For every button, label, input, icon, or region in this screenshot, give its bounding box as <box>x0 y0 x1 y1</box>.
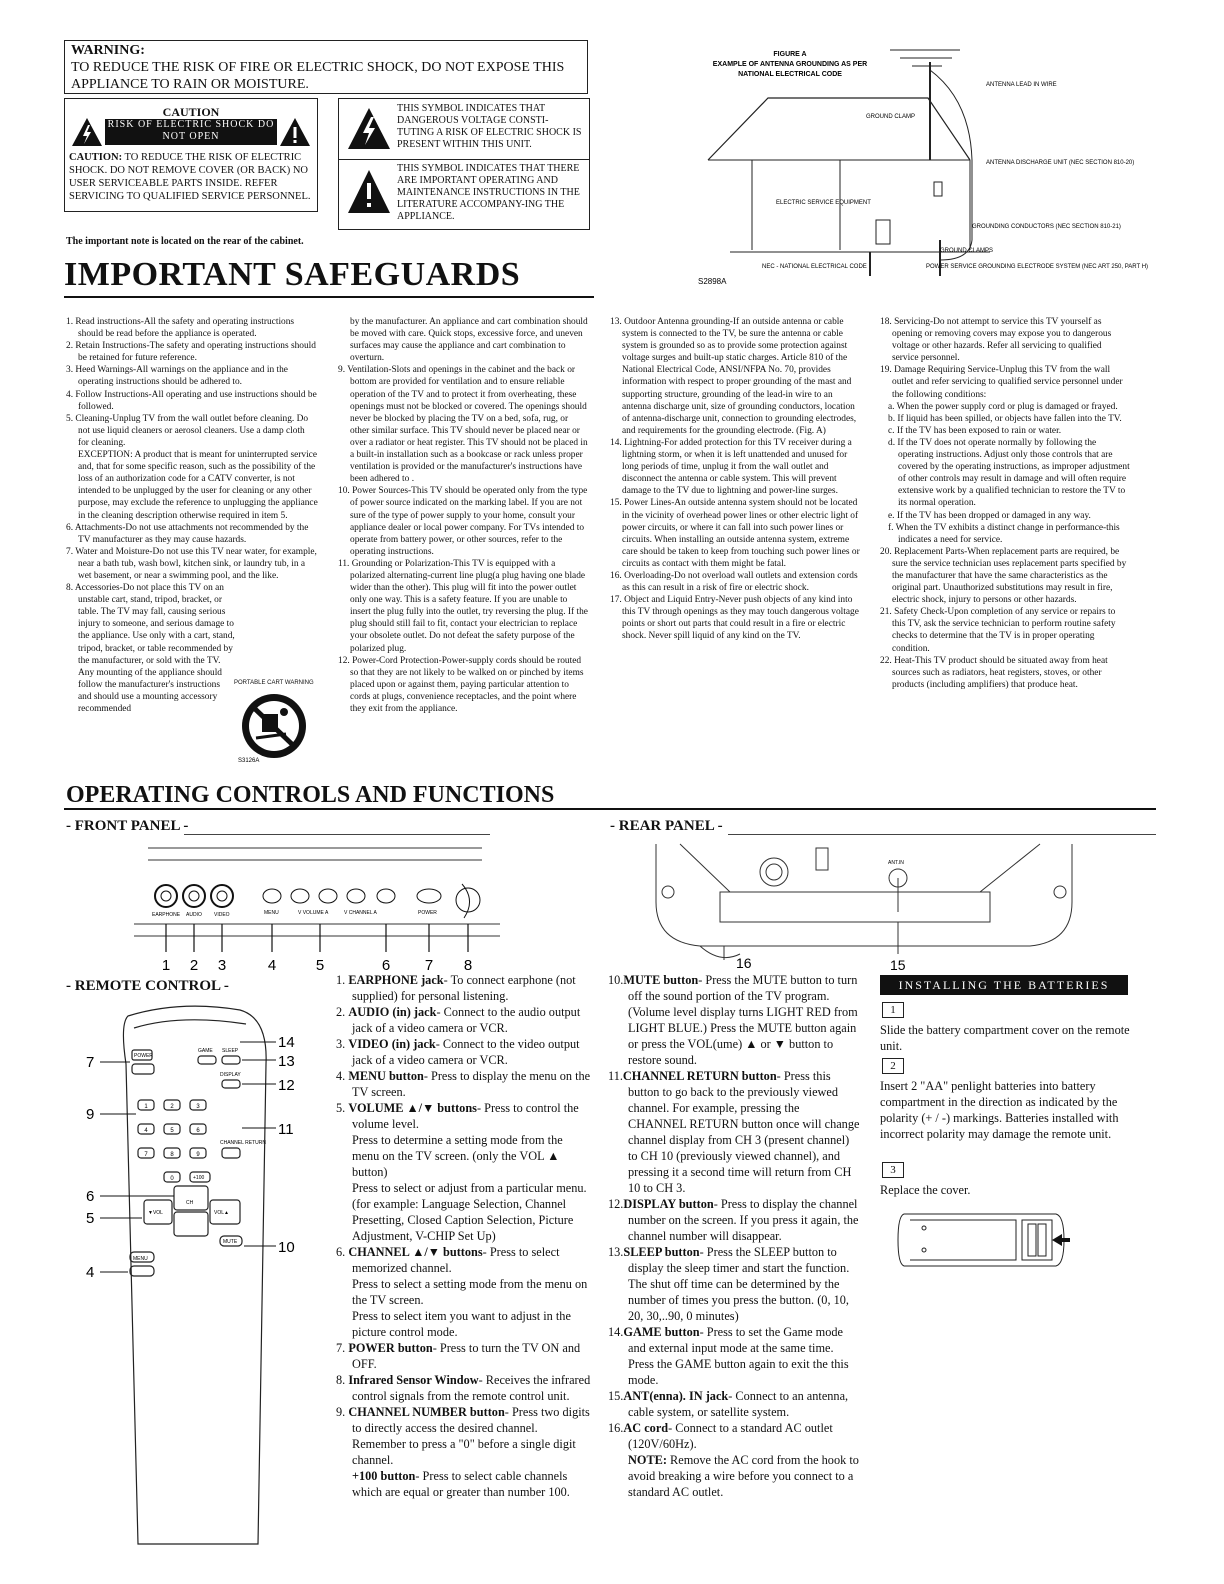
remote-callout-10: 10 <box>278 1239 295 1256</box>
remote-digit: 2 <box>170 1104 174 1110</box>
warning-body: TO REDUCE THE RISK OF FIRE OR ELECTRIC SHOCK, DO NOT EXPOSE THIS APPLIANCE TO RAIN OR MOISTURE. <box>71 60 565 92</box>
remote-key-plus100: +100 <box>193 1175 205 1181</box>
safeguard-item: 5. Cleaning-Unplug TV from the wall outlet before cleaning. Do not use liquid cleaners or aerosol cleaners. Use a damp cloth for cleaning. <box>66 413 309 448</box>
safeguard-item: 7. Water and Moisture-Do not use this TV near water, for example, near a bath tub, wash bowl, kitchen sink, or laundry tub, in a wet basement, or near a swimming pool, and the like. <box>66 546 317 581</box>
warning-title: WARNING: <box>71 43 145 58</box>
safeguard-item: 2. Retain Instructions-The safety and operating instructions should be retained for future reference. <box>66 341 316 364</box>
safeguard-item: 3. Heed Warnings-All warnings on the appliance and in the operating instructions should be adhered to. <box>66 365 288 388</box>
rear-panel-title: - REAR PANEL - <box>610 818 723 834</box>
button-label-channel: V CHANNEL A <box>344 910 377 916</box>
jack-label-video: VIDEO <box>214 912 230 918</box>
safeguard-subitem: f. When the TV exhibits a distinct change in performance-this indicates a need for service. <box>888 522 1120 545</box>
safeguard-item: 6. Attachments-Do not use attachments not recommended by the TV manufacturer as they may cause hazards. <box>66 522 309 545</box>
remote-key-sleep: SLEEP <box>222 1048 239 1054</box>
caution-label: CAUTION: <box>69 152 123 163</box>
figure-title: FIGURE A <box>773 51 807 58</box>
remote-key-game: GAME <box>198 1048 213 1054</box>
function-item: 2. AUDIO (in) jack- Connect to the audio output jack of a video camera or VCR. <box>336 1005 581 1035</box>
function-detail: Press to select or adjust from a particular menu. (for example: Language Selection, Channel Presetting, Closed Caption Selection, Picture Adjustment, V-CHIP Set Up) <box>352 1181 587 1243</box>
safeguard-item: Any mounting of the appliance should follow the manufacturer's instructions and should use a mounting accessory recommended <box>78 667 222 714</box>
safeguard-item: 12. Power-Cord Protection-Power-supply cords should be routed so that they are not likely to be walked on or pinched by items placed upon or against them, paying particular attention to cords at plugs, convenience receptacles, and the point where they exit from the appliance. <box>338 655 584 714</box>
caution-text <box>69 151 313 203</box>
safeguard-item: 16. Overloading-Do not overload wall outlets and extension cords as this can result in a risk of fire or electric shock. <box>610 570 858 594</box>
remote-key-menu: MENU <box>133 1256 148 1262</box>
front-callout-3: 3 <box>217 957 227 974</box>
lightning-warning-icon <box>71 117 103 147</box>
exclamation-warning-icon <box>279 117 311 147</box>
battery-cover-diagram <box>896 1208 1076 1272</box>
lightning-symbol-icon <box>347 107 391 151</box>
front-panel-title: - FRONT PANEL - <box>66 818 189 834</box>
remote-callout-11: 11 <box>278 1121 294 1138</box>
label-power: POWER SERVICE GROUNDING ELECTRODE SYSTEM (NEC ART 250, PART H) <box>926 264 1149 270</box>
battery-step-text: Replace the cover. <box>880 1183 971 1197</box>
battery-step-number: 2 <box>882 1058 904 1074</box>
safeguards-col-2 <box>338 316 588 715</box>
rear-note: The important note is located on the rear of the cabinet. <box>66 236 304 247</box>
jack-label-earphone: EARPHONE <box>152 912 181 918</box>
remote-key-mute: MUTE <box>223 1239 238 1245</box>
function-detail: Press to determine a setting mode from the menu on the TV screen. (only the VOL ▲ button) <box>352 1133 563 1179</box>
remote-digit: 4 <box>144 1128 148 1134</box>
cart-warning-icon <box>234 690 314 764</box>
remote-callout-5: 5 <box>86 1210 95 1227</box>
safeguard-subitem: d. If the TV does not operate normally by following the operating instructions. Adjust only those controls that are covered by the operating instructions, as improper adjustment of other controls may result in damage and will often require extensive work by a qualified technician to restore the TV to its normal operation. <box>888 437 1130 509</box>
remote-callout-12: 12 <box>278 1077 295 1094</box>
remote-digit: 3 <box>196 1104 200 1110</box>
jack-label-audio: AUDIO <box>186 912 202 918</box>
safeguards-col-3 <box>610 316 860 643</box>
battery-step-text: Slide the battery compartment cover on the remote unit. <box>880 1023 1130 1053</box>
figure-subtitle: EXAMPLE OF ANTENNA GROUNDING AS PER <box>712 61 868 68</box>
function-detail: +100 button- Press to select cable channels which are equal or greater than number 100. <box>352 1469 570 1499</box>
battery-step-text: Insert 2 "AA" penlight batteries into battery compartment in the direction as indicated by the polarity (+ / -) markings. Batteries installed with incorrect polarity may damage the remote unit. <box>880 1079 1119 1141</box>
label-nec: NEC - NATIONAL ELECTRICAL CODE <box>762 264 867 270</box>
remote-digit: 8 <box>170 1152 174 1158</box>
functions-middle <box>336 972 592 1500</box>
operating-title: OPERATING CONTROLS AND FUNCTIONS <box>66 782 555 808</box>
cart-code: S3126A <box>238 758 260 764</box>
remote-digit: 9 <box>196 1152 200 1158</box>
safeguard-item: 4. Follow Instructions-All operating and use instructions should be followed. <box>66 389 317 412</box>
safeguard-item: by the manufacturer. An appliance and cart combination should be moved with care. Quick stops, excessive force, and uneven surfaces may cause the appliance and cart combination to overturn. <box>350 317 588 364</box>
safeguard-item: 21. Safety Check-Upon completion of any service or repairs to this TV, ask the service technician to perform routine safety checks to determine that the TV is in proper operating condition. <box>880 607 1116 654</box>
safeguard-item: 20. Replacement Parts-When replacement parts are required, be sure the service technician uses replacement parts specified by the manufacturer that have the same characteristics as the original part. Unauthorized substitutions may result in fire, electric shock, injury to persons or other hazards. <box>880 546 1127 606</box>
operating-rule <box>64 808 1156 810</box>
remote-callout-6: 6 <box>86 1188 95 1205</box>
safeguard-subitem: c. If the TV has been exposed to rain or water. <box>888 425 1062 436</box>
safeguard-item: 18. Servicing-Do not attempt to service this TV yourself as opening or removing covers may expose you to dangerous voltage or other hazards. Refer all servicing to qualified service personnel. <box>880 317 1112 364</box>
symbol-box <box>338 98 590 230</box>
safeguard-item: 22. Heat-This TV product should be situated away from heat sources such as radiators, heat registers, stoves, or other products (including amplifiers) that produce heat. <box>880 655 1108 690</box>
safeguard-item: 1. Read instructions-All the safety and operating instructions should be read before the appliance is operated. <box>66 317 295 340</box>
figure-subtitle-2: NATIONAL ELECTRICAL CODE <box>738 71 842 78</box>
front-callout-8: 8 <box>463 957 473 974</box>
remote-key-ch: CH <box>186 1200 194 1206</box>
front-callout-5: 5 <box>315 957 325 974</box>
front-callout-4: 4 <box>267 957 277 974</box>
button-label-menu: MENU <box>264 910 279 916</box>
function-item: 11.CHANNEL RETURN button- Press this button to go back to the previously viewed channel. For example, pressing the CHANNEL RETURN button once will change channel display from CH 3 (present channel) to CH 10 (previously viewed channel), and pressing it a second time will return from CH 10 to CH 3. <box>608 1069 860 1195</box>
safeguard-item: 17. Object and Liquid Entry-Never push objects of any kind into this TV through openings as they may touch dangerous voltage points or short out parts that could result in a fire or electric shock. Never spill liquid of any kind on the TV. <box>610 595 859 642</box>
remote-control-diagram <box>80 1004 310 1564</box>
antenna-grounding-figure <box>690 40 1149 290</box>
label-clamps: GROUND CLAMPS <box>940 248 994 254</box>
exclamation-symbol-icon <box>347 169 391 215</box>
safeguard-subitem: e. If the TV has been dropped or damaged in any way. <box>888 510 1091 521</box>
caution-desc: TO REDUCE THE RISK OF ELECTRIC SHOCK. DO NOT REMOVE COVER (OR BACK) NO USER SERVICEABLE PARTS INSIDE. REFER SERVICING TO QUALIFIED SERVICE PERSONNEL. <box>69 152 311 202</box>
button-label-power: POWER <box>418 910 437 916</box>
remote-digit: 7 <box>144 1152 148 1158</box>
remote-digit: 6 <box>196 1128 200 1134</box>
functions-right <box>608 972 860 1500</box>
remote-key-channel-return: CHANNEL RETURN <box>220 1140 266 1146</box>
remote-key-display: DISPLAY <box>220 1072 241 1078</box>
safeguard-item: 8. Accessories-Do not place this TV on an unstable cart, stand, tripod, bracket, or table. The TV may fall, causing serious injury to someone, and serious damage to the appliance. Use only with a cart, stand, tripod, bracket, or table recommended by the manufacturer, or sold with the TV. <box>66 583 235 666</box>
battery-step-number: 3 <box>882 1162 904 1178</box>
label-discharge: ANTENNA DISCHARGE UNIT (NEC SECTION 810-20) <box>986 160 1135 166</box>
function-item: 5. VOLUME ▲/▼ buttons- Press to control the volume level. <box>336 1101 579 1131</box>
warning-box <box>64 40 588 94</box>
function-item: 1. EARPHONE jack- To connect earphone (not supplied) for personal listening. <box>336 973 576 1003</box>
safeguard-item: 19. Damage Requiring Service-Unplug this TV from the wall outlet and refer servicing to qualified service personnel under the following conditions: <box>880 365 1123 400</box>
function-item: 7. POWER button- Press to turn the TV ON and OFF. <box>336 1341 581 1371</box>
front-callout-6: 6 <box>381 957 391 974</box>
function-detail: Press to select item you want to adjust in the picture control mode. <box>352 1309 571 1339</box>
function-item: 4. MENU button- Press to display the menu on the TV screen. <box>336 1069 591 1099</box>
function-item: 6. CHANNEL ▲/▼ buttons- Press to select memorized channel. <box>336 1245 560 1275</box>
function-item: 16.AC cord- Connect to a standard AC outlet (120V/60Hz). <box>608 1421 833 1451</box>
rear-callout-15: 15 <box>890 957 906 973</box>
function-item: 9. CHANNEL NUMBER button- Press two digits to directly access the desired channel. Remember to press a "0" before a single digit channel. <box>336 1405 590 1467</box>
label-ground-clamp: GROUND CLAMP <box>866 114 916 120</box>
safeguard-item: 10. Power Sources-This TV should be operated only from the type of power source indicated on the marking label. If you are not sure of the type of power supply to your home, consult your appliance dealer or local power company. For TVs intended to operate from battery power, or other sources, refer to the operating instructions. <box>338 486 588 557</box>
function-item: 15.ANT(enna). IN jack- Connect to an antenna, cable system, or satellite system. <box>608 1389 849 1419</box>
front-callout-2: 2 <box>189 957 199 974</box>
battery-step-number: 1 <box>882 1002 904 1018</box>
safeguard-item: 11. Grounding or Polarization-This TV is equipped with a polarized alternating-current line plug(a plug having one blade wider than the other). This plug will fit into the power outlet only one way. This is a safety feature. If you are unable to insert the plug fully into the outlet, try reversing the plug. If the plug should still fail to fit, contact your electrician to replace your obsolete outlet. Do not defeat the safety purpose of the polarized plug. <box>338 558 588 654</box>
label-antenna: ANTENNA LEAD IN WIRE <box>986 82 1057 88</box>
remote-callout-9: 9 <box>86 1106 95 1123</box>
function-item: 10.MUTE button- Press the MUTE button to turn off the sound portion of the TV program. (Volume level display turns LIGHT RED from LIGHT BLUE.) Press the MUTE button again or press the VOL(ume) ▲ or ▼ button to restore sound. <box>608 973 858 1067</box>
front-callout-7: 7 <box>424 957 434 974</box>
caution-head: CAUTION <box>162 105 220 119</box>
safeguard-exception: EXCEPTION: A product that is meant for uninterrupted service and, that for some specific reason, such as the possibility of the loss of an authorization code for a CATV converter, is not intended to be unplugged by the user for cleaning or any other purpose, may exclude the reference to unplugging the appliance in the cleaning description otherwise required in item 5. <box>78 450 318 521</box>
rear-panel-diagram <box>640 842 1090 972</box>
safeguards-rule <box>64 296 594 298</box>
batteries-title: INSTALLING THE BATTERIES <box>880 975 1128 995</box>
remote-control-title: - REMOTE CONTROL - <box>66 978 229 994</box>
label-service: ELECTRIC SERVICE EQUIPMENT <box>776 200 871 206</box>
front-callout-1: 1 <box>161 957 171 974</box>
safeguard-item: 9. Ventilation-Slots and openings in the cabinet and the back or bottom are provided for ventilation and to ensure reliable operation of the TV and to protect it from overheating, these openings must not be blocked or covered. The openings should never be blocked by placing the TV on a bed, sofa, rug, or other similar surface. This TV should never be placed near or over a radiator or heat register. This TV should not be placed in a built-in installation such as a bookcase or rack unless proper ventilation is provided or the manufacturer's instructions have been adhered to . <box>338 365 588 485</box>
remote-digit: 1 <box>144 1104 148 1110</box>
safeguards-title: IMPORTANT SAFEGUARDS <box>64 256 521 293</box>
safeguard-item: 14. Lightning-For added protection for this TV receiver during a lightning storm, or when it is left unattended and unused for long periods of time, unplug it from the wall outlet and disconnect the antenna or cable system. This will prevent damage to the TV due to lightning and power-line surges. <box>610 437 852 497</box>
safeguard-subitem: a. When the power supply cord or plug is damaged or frayed. <box>888 401 1118 412</box>
button-label-volume: V VOLUME A <box>298 910 329 916</box>
caution-box <box>64 98 318 212</box>
remote-key-power: POWER <box>134 1053 153 1059</box>
function-item: 13.SLEEP button- Press the SLEEP button to display the sleep timer and start the function. The shut off time can be determined by the number of times you press the button. (0, 10, 20, 30,..90, 0 minutes) <box>608 1245 850 1323</box>
safeguards-col-4 <box>880 316 1130 691</box>
safeguard-item: 13. Outdoor Antenna grounding-If an outside antenna or cable system is connected to the TV, be sure the antenna or cable system is grounded so as to provide some protection against voltage surges and built-up static charges. Article 810 of the National Electrical Code, ANSI/NFPA No. 70, provides information with respect to proper grounding of the mast and supporting structure, grounding of the lead-in wire to an antenna discharge unit, size of grounding conductors, location of antenna-discharge unit, connection to grounding electrodes, and requirements for the grounding electrode. (Fig. A) <box>610 317 857 436</box>
remote-digit: 0 <box>170 1176 174 1182</box>
remote-key-vol-up: VOL▲ <box>214 1210 229 1216</box>
instructions-symbol-text: THIS SYMBOL INDICATES THAT THERE ARE IMPORTANT OPERATING AND MAINTENANCE INSTRUCTIONS IN THE LITERATURE ACCOMPANY-ING THE APPLIANCE. <box>397 163 580 222</box>
caution-bar: RISK OF ELECTRIC SHOCK DO NOT OPEN <box>105 119 277 145</box>
remote-callout-7: 7 <box>86 1054 95 1071</box>
ant-in-label: ANT.IN <box>888 860 904 866</box>
function-note: NOTE: Remove the AC cord from the hook to avoid breaking a wire before you connect to a standard AC outlet. <box>628 1453 859 1499</box>
safeguard-item: 15. Power Lines-An outside antenna system should not be located in the vicinity of overhead power lines or other electric light of power circuits, or where it can fall into such power lines or circuits. When installing an outside antenna system, extreme care should be taken to keep from touching such power lines or circuits as contact with them might be fatal. <box>610 498 860 569</box>
remote-callout-4: 4 <box>86 1264 95 1281</box>
safeguards-col-1 <box>66 316 318 715</box>
remote-key-vol-down: ▼VOL <box>148 1210 163 1216</box>
remote-callout-13: 13 <box>278 1053 295 1070</box>
front-panel-diagram <box>130 840 510 974</box>
figure-code: S2898A <box>698 277 727 286</box>
function-item: 12.DISPLAY button- Press to display the channel number on the screen. If you press it again, the channel number will disappear. <box>608 1197 859 1243</box>
cart-warning-label: PORTABLE CART WARNING <box>234 680 314 686</box>
function-item: 14.GAME button- Press to set the Game mode and external input mode at the same time. Press the GAME button again to exit the this mode. <box>608 1325 849 1387</box>
label-conductors: GROUNDING CONDUCTORS (NEC SECTION 810-21) <box>972 224 1121 230</box>
remote-callout-14: 14 <box>278 1034 295 1051</box>
rear-callout-16: 16 <box>736 955 752 971</box>
voltage-symbol-text: THIS SYMBOL INDICATES THAT DANGEROUS VOLTAGE CONSTI-TUTING A RISK OF ELECTRIC SHOCK IS PRESENT WITHIN THIS UNIT. <box>397 103 582 150</box>
function-item: 8. Infrared Sensor Window- Receives the infrared control signals from the remote control unit. <box>336 1373 591 1403</box>
safeguard-subitem: b. If liquid has been spilled, or objects have fallen into the TV. <box>888 413 1122 424</box>
remote-digit: 5 <box>170 1128 174 1134</box>
function-detail: Press to select a setting mode from the menu on the TV screen. <box>352 1277 588 1307</box>
function-item: 3. VIDEO (in) jack- Connect to the video output jack of a video camera or VCR. <box>336 1037 580 1067</box>
